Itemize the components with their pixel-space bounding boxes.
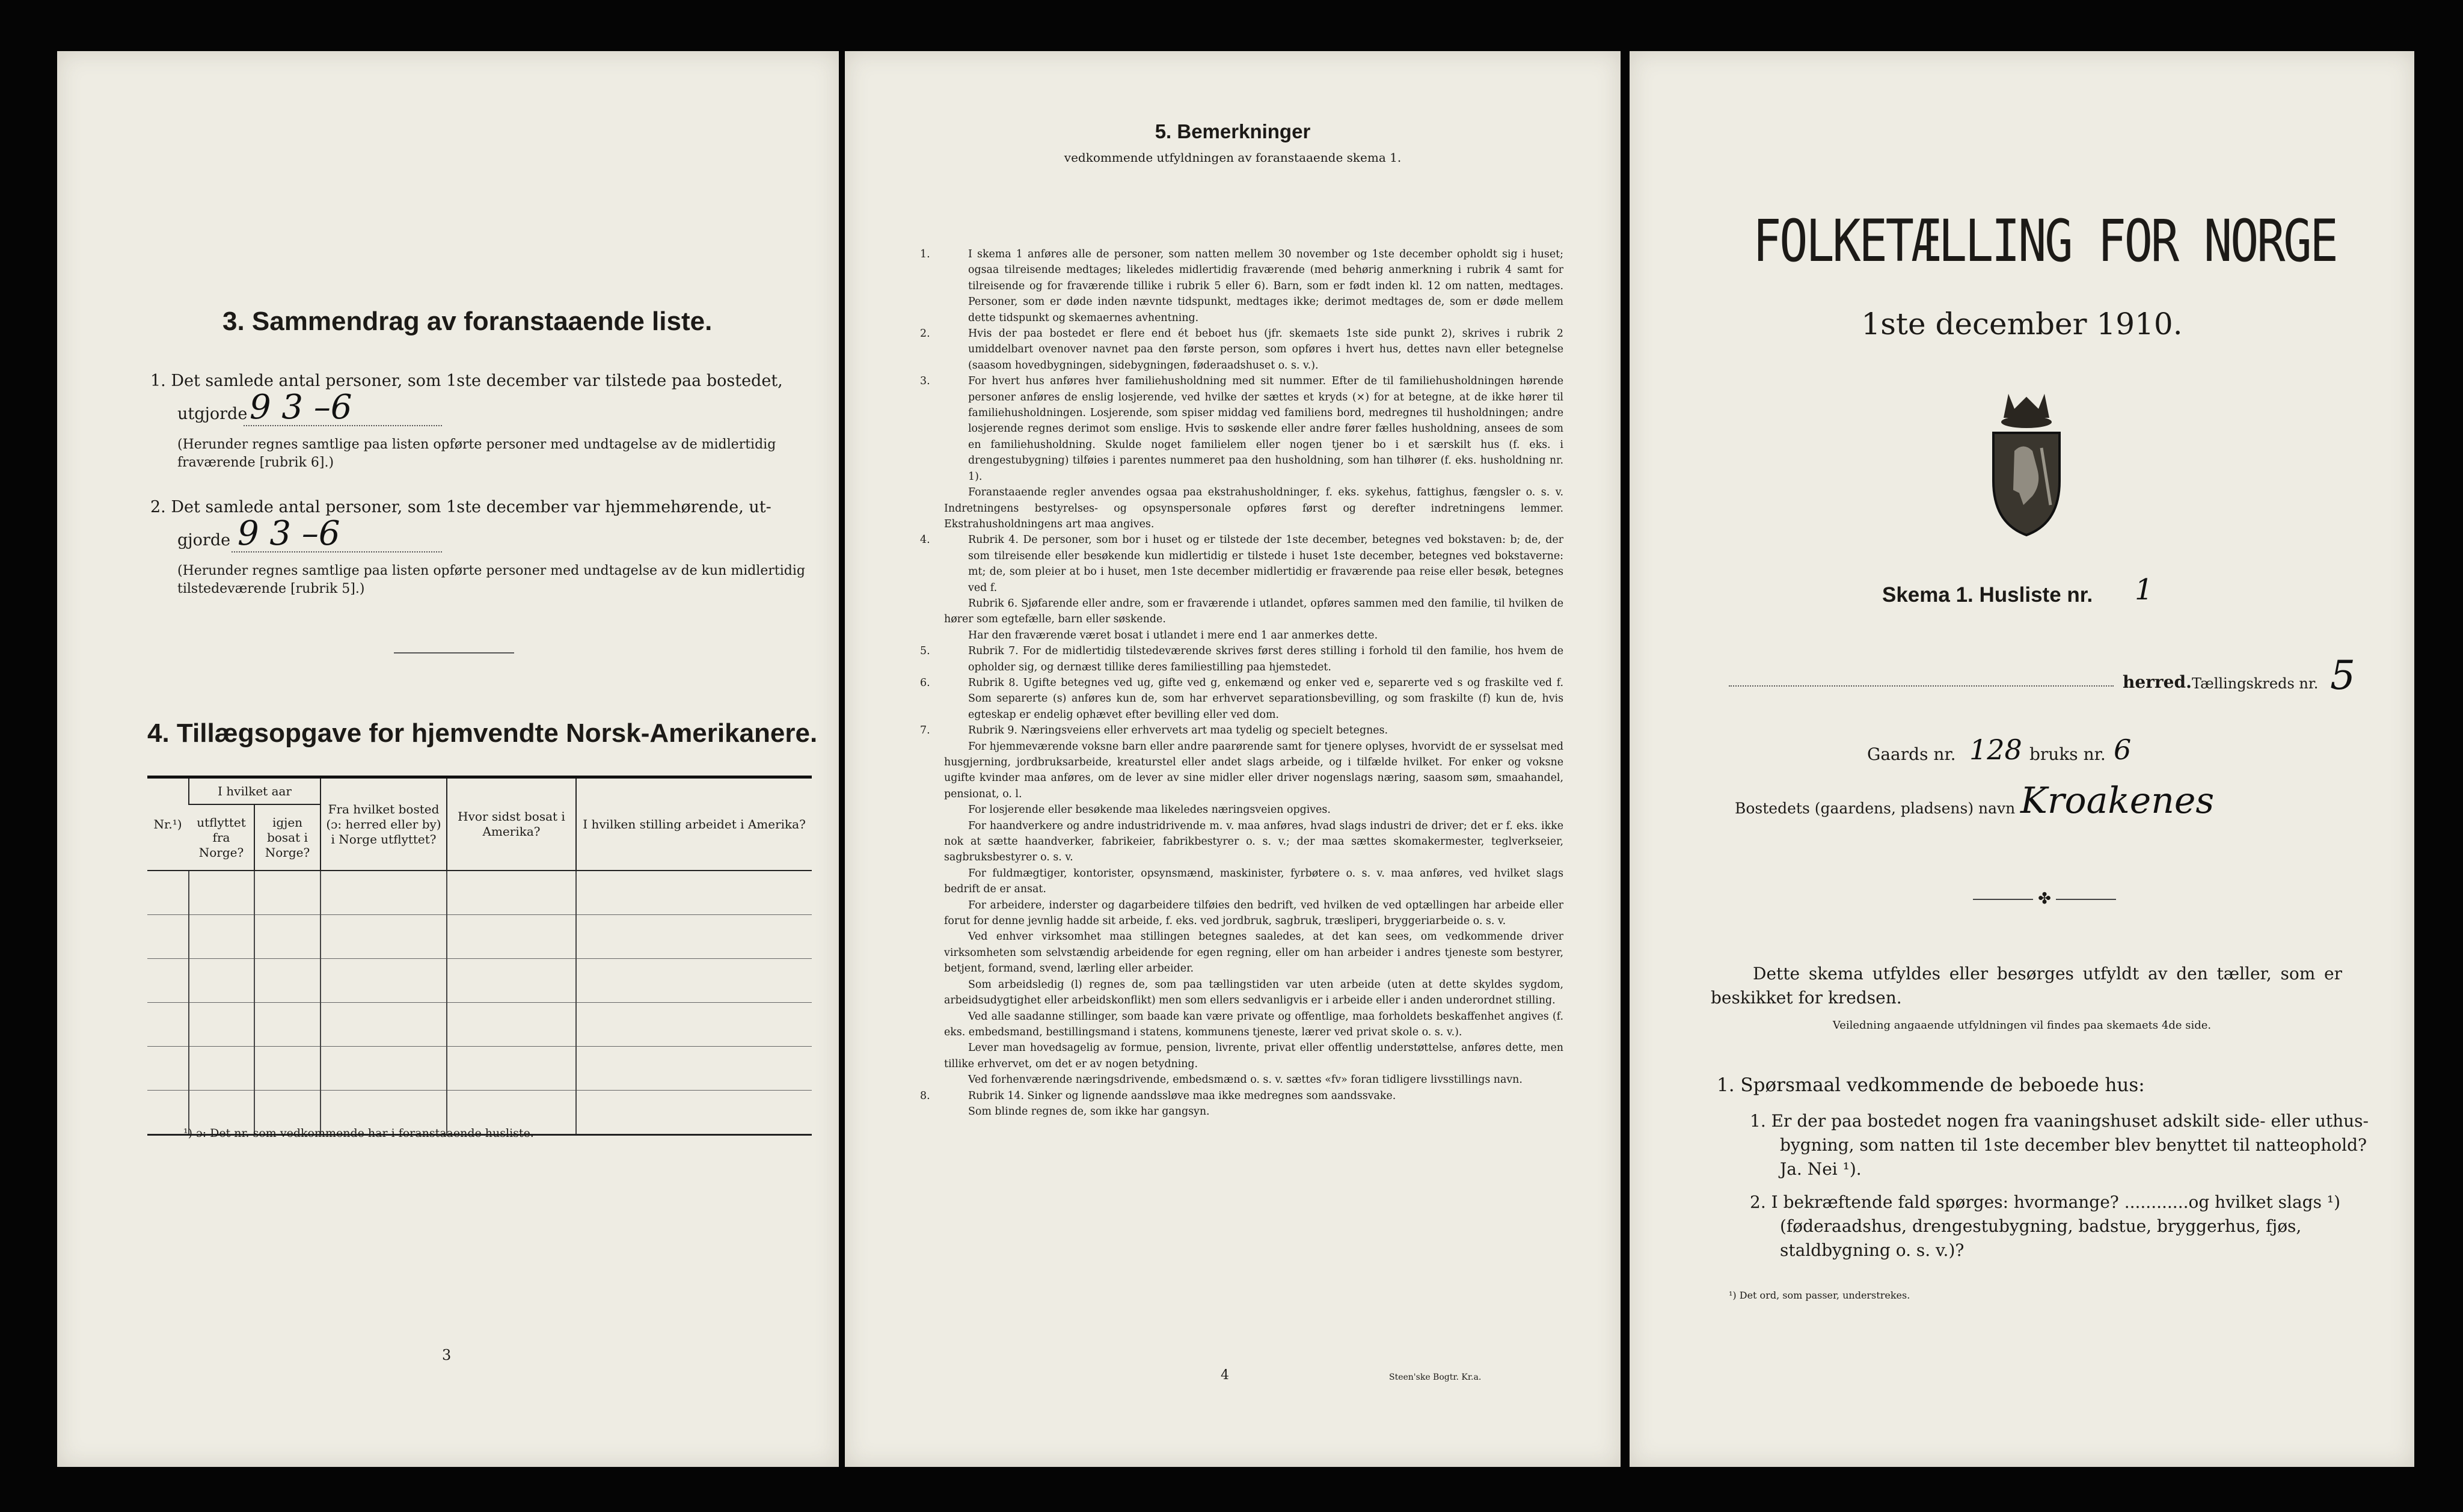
remark-number: 2. xyxy=(920,328,930,340)
table-row[interactable] xyxy=(147,1003,812,1047)
bosted-label: Bostedets (gaardens, pladsens) navn xyxy=(1735,800,2016,817)
remark-number: 8. xyxy=(920,1089,930,1102)
handwritten-count-present[interactable]: 9 3 –6 xyxy=(250,388,352,427)
remark-paragraph xyxy=(944,485,1563,532)
norway-coat-of-arms-icon xyxy=(1966,385,2087,541)
remark-paragraph xyxy=(920,675,1563,723)
ornament-icon: ✤ xyxy=(1966,890,2123,908)
remark-paragraph xyxy=(944,929,1563,976)
remark-paragraph xyxy=(920,326,1563,373)
remark-paragraph xyxy=(920,723,1563,738)
kreds-label: Tællingskreds nr. xyxy=(2192,675,2319,692)
table-row[interactable] xyxy=(147,915,812,959)
remark-text: Rubrik 7. For de midlertidig tilstedeværende skrives først deres stilling i forhold til den familie, hos hvem de opholder sig, og dernæst tillike deres familiestilling paa hjemstedet. xyxy=(968,645,1563,673)
remark-paragraph xyxy=(944,628,1563,643)
remark-number: 1. xyxy=(920,248,930,260)
remark-text: Foranstaaende regler anvendes ogsaa paa ekstrahusholdninger, f. eks. sykehus, fattighus, fængsler o. s. v. Indretningens bestyrelses- og opsynspersonale opføres først og derefter indretningens lemmer. Ekstrahusholdningens art maa angives. xyxy=(944,486,1563,530)
form-date: 1ste december 1910. xyxy=(1861,307,2183,341)
fill-line xyxy=(244,425,442,426)
remark-text: Hvis der paa bostedet er flere end ét beboet hus (jfr. skemaets 1ste side punkt 2), skrives i rubrik 2 umiddelbart ovenover navnet paa den første person, som opføres i hvert hus, dettes navn eller betegnelse (saasom hovedbygningen, sidebygningen, føderaadshuset o. s. v.). xyxy=(968,328,1563,372)
table-row[interactable] xyxy=(147,871,812,915)
herred-fill-line[interactable] xyxy=(1729,685,2114,687)
form-instruction: Dette skema utfyldes eller besørges utfyldt av den tæller, som er beskikket for kredsen. xyxy=(1711,964,2342,1008)
remark-text: Rubrik 9. Næringsveiens eller erhvervets art maa tydelig og specielt betegnes. xyxy=(968,724,1388,737)
col-from-where: Fra hvilket bosted (ɔ: herred eller by) i Norge utflyttet? xyxy=(321,779,447,871)
handwritten-husliste-nr[interactable]: 1 xyxy=(2135,573,2153,607)
fill-line xyxy=(232,551,442,552)
summary-item1-prefix: utgjorde xyxy=(177,405,248,423)
remark-text: For arbeidere, inderster og dagarbeidere tilføies den bedrift, ved hvilken de ved optællingen har arbeide eller forut for denne jevnlig hadde sit arbeide, f. eks. ved jordbruk, sagbruk, træsliperi, bryggeriarbeide o. s. v. xyxy=(944,899,1563,928)
remark-text: I skema 1 anføres alle de personer, som natten mellem 30 november og 1ste december opholdt sig i huset; ogsaa tilreisende medtages; likeledes midlertidig fraværende (med behørig anmerkning i rubrik 4 samt for tilreisende og for fraværende tillike i rubrik 5 eller 6). Barn, som er født inden kl. 12 om natten, medtages. Personer, som er døde inden nævnte tidspunkt, medtages ikke; derimot medtages de, som er døde mellem dette tidspunkt og skemaernes avhentning. xyxy=(968,248,1563,324)
summary-item2: 2. Det samlede antal personer, som 1ste december var hjemmehørende, ut- xyxy=(150,498,771,516)
herred-label: herred. xyxy=(2123,672,2192,692)
remark-paragraph xyxy=(920,373,1563,485)
remark-text: Som arbeidsledig (l) regnes de, som paa tællingstiden var uten arbeide (uten at dette skyldes sygdom, arbeidsudygtighet eller arbeidskonflikt) men som ellers sedvanligvis er i arbeide eller i anden underordnet stilling. xyxy=(944,978,1563,1007)
remark-paragraph xyxy=(920,643,1563,675)
handwritten-bosted-name[interactable]: Kroakenes xyxy=(2020,780,2215,822)
left-page xyxy=(57,51,839,1467)
remark-paragraph xyxy=(920,246,1563,326)
remark-text: Rubrik 14. Sinker og lignende aandssløve maa ikke medregnes som aandssvake. xyxy=(968,1089,1396,1102)
middle-page xyxy=(845,51,1621,1467)
summary-item2-note: (Herunder regnes samtlige paa listen opførte personer med undtagelse av de kun midlertidig tilstedeværende [rubrik 5].) xyxy=(177,563,805,596)
summary-heading: 3. Sammendrag av foranstaaende liste. xyxy=(222,307,713,336)
remark-paragraph xyxy=(920,1088,1563,1104)
right-page xyxy=(1630,51,2414,1467)
schema-label: Skema 1. Husliste nr. xyxy=(1882,583,2093,607)
remark-paragraph xyxy=(944,977,1563,1009)
remark-number: 5. xyxy=(920,645,930,658)
remark-paragraph xyxy=(920,532,1563,596)
table-footnote: ¹) ɔ: Det nr. som vedkommende har i foranstaaende husliste. xyxy=(183,1127,534,1140)
remark-paragraph xyxy=(944,866,1563,898)
remark-text: Har den fraværende været bosat i utlandet i mere end 1 aar anmerkes dette. xyxy=(968,629,1378,641)
remark-number: 6. xyxy=(920,676,930,689)
remark-text: For hjemmeværende voksne barn eller andre paarørende samt for tjenere oplyses, hvorvidt de er sysselsat med husgjerning, jordbruksarbeide, kreaturstel eller andet slags arbeide, og i tilfælde hvilket. For enker og voksne ugifte kvinder maa anføres, om de lever av sine midler eller driver nogenslags næring, saasom søm, smaahandel, pensionat, o. l. xyxy=(944,740,1563,800)
col-nr: Nr.¹) xyxy=(147,779,189,871)
handwritten-kreds-nr[interactable]: 5 xyxy=(2330,652,2355,699)
remark-paragraph xyxy=(944,1009,1563,1041)
remark-paragraph xyxy=(944,802,1563,818)
remark-text: Ved alle saadanne stillinger, som baade kan være private og offentlige, maa forholdets beskaffenhet angives (f. eks. embedsmand, bestillingsmand i statens, kommunens tjeneste, lærer ved privat skole o. s. v.). xyxy=(944,1010,1563,1038)
remark-paragraph xyxy=(944,1104,1563,1119)
question-1: 1. Er der paa bostedet nogen fra vaaningshuset adskilt side- eller uthus-bygning, som natten til 1ste december blev benyttet til natteophold? Ja. Nei ¹). xyxy=(1750,1111,2369,1179)
col-last-residence: Hvor sidst bosat i Amerika? xyxy=(447,779,576,871)
summary-item1-note: (Herunder regnes samtlige paa listen opførte personer med undtagelse av de midlertidig fraværende [rubrik 6].) xyxy=(177,437,776,470)
remark-paragraph xyxy=(944,818,1563,866)
remark-text: Ved enhver virksomhet maa stillingen betegnes saaledes, at det kan sees, om vedkommende driver virksomheten som selvstændig arbeidende for egen regning, eller om han arbeider i andres tjeneste som bestyrer, betjent, formand, svend, lærling eller arbeider. xyxy=(944,931,1563,975)
divider xyxy=(394,652,514,653)
remark-text: For haandverkere og andre industridrivende m. v. maa anføres, hvad slags industri de driver; det er f. eks. ikke nok at sætte haandverker, fabrikeier, fabrikbestyrer o. s. v.; der maa sættes skomakermester, teglverkseier, sagbruksbestyrer o. s. v. xyxy=(944,819,1563,864)
remark-paragraph xyxy=(944,1072,1563,1088)
remark-text: For losjerende eller besøkende maa likeledes næringsveien opgives. xyxy=(968,804,1331,816)
handwritten-gaards-nr[interactable]: 128 xyxy=(1969,733,2022,766)
col-emigrated: utflyttet fra Norge? xyxy=(189,804,254,871)
summary-item1: 1. Det samlede antal personer, som 1ste december var tilstede paa bostedet, xyxy=(150,372,783,390)
handwritten-count-resident[interactable]: 9 3 –6 xyxy=(238,514,340,553)
table-row[interactable] xyxy=(147,1047,812,1091)
handwritten-bruks-nr[interactable]: 6 xyxy=(2114,733,2132,766)
remark-paragraph xyxy=(944,596,1563,628)
remark-number: 4. xyxy=(920,534,930,546)
remarks-body xyxy=(920,246,1563,1119)
remark-text: Som blinde regnes de, som ikke har gangsyn. xyxy=(968,1105,1210,1118)
remark-number: 3. xyxy=(920,375,930,388)
remarks-heading: 5. Bemerkninger xyxy=(1155,120,1311,142)
col-occupation: I hvilken stilling arbeidet i Amerika? xyxy=(576,779,812,871)
form-footnote: ¹) Det ord, som passer, understrekes. xyxy=(1729,1290,1910,1301)
remark-text: Rubrik 8. Ugifte betegnes ved ug, gifte ved g, enkemænd og enker ved e, separerte ved s og fraskilte ved f. Som separerte (s) anføres kun de, som har erhvervet separationsbevilling, og som fraskilte (f) kun de, hvis egteskap er endelig ophævet efter bevilling eller ved dom. xyxy=(968,676,1563,721)
remark-paragraph xyxy=(944,1040,1563,1072)
col-group-year: I hvilket aar xyxy=(189,779,321,804)
supplement-heading: 4. Tillægsopgave for hjemvendte Norsk-Amerikanere. xyxy=(147,718,818,748)
summary-item2-prefix: gjorde xyxy=(177,531,231,549)
remark-text: For hvert hus anføres hver familiehusholdning med sit nummer. Efter de til familiehusholdningen hørende personer anføres de enslig losjerende, ved hvilke der sættes et kryds (×) for at betegne, at de ikke hører til familiehusholdningen. Losjerende, som spiser middag ved familiens bord, medregnes til husholdningen; andre losjerende regnes derimot som enslige. Hvis to søskende eller andre fører fælles husholdning, ansees de som en familiehusholdning. Skulde noget familielem eller nogen tjener bo i et særskilt hus (f. eks. i drengestubygning) tilføies i parentes nummeret paa den husholdning, som han tilhører (f. eks. husholdning nr. 1). xyxy=(968,375,1563,483)
remark-text: Rubrik 6. Sjøfarende eller andre, som er fraværende i utlandet, opføres sammen med den familie, til hvilken de hører som egtefælle, barn eller søskende. xyxy=(944,597,1563,626)
remark-number: 7. xyxy=(920,724,930,737)
bruks-label: bruks nr. xyxy=(2029,744,2106,764)
page-number: 3 xyxy=(442,1347,452,1364)
col-returned: igjen bosat i Norge? xyxy=(254,804,321,871)
remark-paragraph xyxy=(944,898,1563,929)
question-heading: 1. Spørsmaal vedkommende de beboede hus: xyxy=(1717,1074,2145,1096)
remarks-subheading: vedkommende utfyldningen av foranstaaende skema 1. xyxy=(1064,150,1402,165)
remark-text: Ved forhenværende næringsdrivende, embedsmænd o. s. v. sættes «fv» foran tidligere livsstillings navn. xyxy=(968,1074,1523,1086)
gaards-label: Gaards nr. xyxy=(1867,744,1956,764)
remark-text: For fuldmægtiger, kontorister, opsynsmænd, maskinister, fyrbøtere o. s. v. maa anføres, ved hvilket slags bedrift de er ansat. xyxy=(944,867,1563,896)
remark-text: Rubrik 4. De personer, som bor i huset og er tilstede der 1ste december, betegnes ved bokstaven: b; de, der som tilreisende eller besøkende kun midlertidig er tilstede i huset 1ste december, betegnes ved bokstaverne: mt; de, som pleier at bo i huset, men 1ste december midlertidig er fraværende paa reise eller besøk, betegnes ved f. xyxy=(968,534,1563,594)
form-title: FOLKETÆLLING FOR NORGE xyxy=(1753,207,2337,275)
remark-text: Lever man hovedsagelig av formue, pension, livrente, privat eller offentlig understøttelse, anføres dette, men tillike erhvervet, om det er av nogen betydning. xyxy=(944,1042,1563,1070)
form-instruction-sub: Veiledning angaaende utfyldningen vil findes paa skemaets 4de side. xyxy=(1832,1019,2212,1032)
page-number: 4 xyxy=(1221,1368,1229,1383)
printer-mark: Steen'ske Bogtr. Kr.a. xyxy=(1389,1373,1482,1382)
remark-paragraph xyxy=(944,739,1563,803)
norsk-amerikanere-table xyxy=(147,779,812,1136)
table-row[interactable] xyxy=(147,959,812,1003)
question-2: 2. I bekræftende fald spørges: hvormange? ............og hvilket slags ¹) (føderaadshus, drengestubygning, badstue, bryggerhus, fjøs, staldbygning o. s. v.)? xyxy=(1750,1192,2340,1260)
